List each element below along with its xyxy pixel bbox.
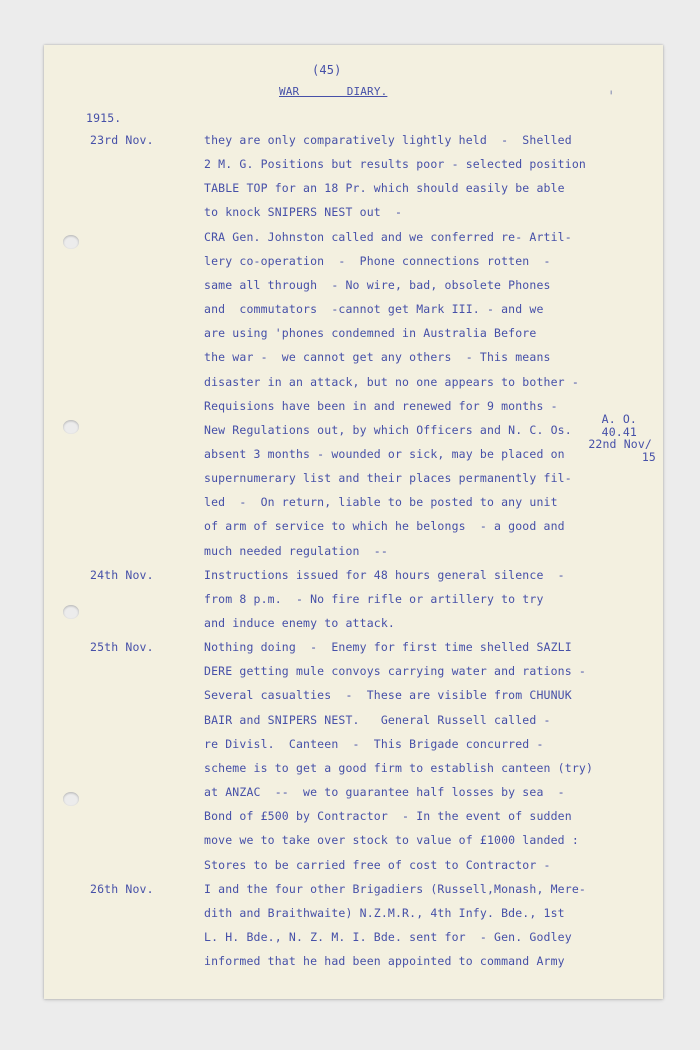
entry-text-line: much needed regulation -- — [204, 543, 388, 558]
entry-date: 26th Nov. — [90, 881, 154, 896]
entry-text-line: dith and Braithwaite) N.Z.M.R., 4th Infy. Bde., 1st — [204, 905, 565, 920]
punch-hole — [63, 420, 79, 434]
margin-note-line: 40.41 — [601, 425, 637, 439]
entry-text-line: of arm of service to which he belongs - a good and — [204, 519, 565, 534]
entry-text-line: the war - we cannot get any others - This means — [204, 350, 551, 365]
punch-hole — [63, 605, 79, 619]
entry-text-line: DERE getting mule convoys carrying water and rations - — [204, 664, 586, 679]
entry-text-line: L. H. Bde., N. Z. M. I. Bde. sent for - Gen. Godley — [204, 929, 572, 944]
entry-text-line: re Divisl. Canteen - This Brigade concurred - — [204, 736, 544, 751]
entry-text-line: Instructions issued for 48 hours general silence - — [204, 567, 565, 582]
entry-text-line: absent 3 months - wounded or sick, may be placed on — [204, 446, 565, 461]
entry-text-line: BAIR and SNIPERS NEST. General Russell called - — [204, 712, 551, 727]
entry-text-line: CRA Gen. Johnston called and we conferred re- Artil- — [204, 229, 572, 244]
entry-date: 23rd Nov. — [90, 133, 154, 147]
entry-text-line: supernumerary list and their places permanently fil- — [204, 471, 572, 486]
diary-page — [44, 45, 663, 999]
entry-date: 25th Nov. — [90, 640, 154, 655]
entry-text-line: Nothing doing - Enemy for first time shelled SAZLI — [204, 640, 572, 655]
entry-text-line: TABLE TOP for an 18 Pr. which should easily be able — [204, 181, 565, 196]
entry-text-line: to knock SNIPERS NEST out - — [204, 205, 403, 220]
entry-text-line: at ANZAC -- we to guarantee half losses by sea - — [204, 785, 565, 800]
margin-note-line: 22nd Nov/ — [588, 437, 652, 451]
entry-text-line: disaster in an attack, but no one appears to bother - — [204, 374, 579, 389]
entry-text-line: Bond of £500 by Contractor - In the event of sudden — [204, 809, 572, 824]
page-number: (45) — [312, 63, 342, 77]
punch-hole — [63, 792, 79, 806]
entry-text-line: same all through - No wire, bad, obsolete Phones — [204, 277, 551, 292]
entry-text-line: move we to take over stock to value of £1000 landed : — [204, 833, 579, 848]
entry-text-line: Several casualties - These are visible from CHUNUK — [204, 688, 572, 703]
entry-date: 24th Nov. — [90, 567, 154, 582]
entry-text-line: informed that he had been appointed to command Army — [204, 954, 565, 969]
pencil-tick-mark: ' — [607, 89, 616, 105]
entry-text-line: and commutators -cannot get Mark III. - and we — [204, 302, 544, 317]
entry-text-line: from 8 p.m. - No fire rifle or artillery to try — [204, 591, 544, 606]
entry-text-line: are using 'phones condemned in Australia Before — [204, 326, 537, 341]
entry-text-line: Stores to be carried free of cost to Contractor - — [204, 857, 551, 872]
entry-text-line: and induce enemy to attack. — [204, 616, 395, 630]
margin-note-line: 15 — [641, 450, 656, 464]
entry-text-line: lery co-operation - Phone connections rotten - — [204, 253, 551, 268]
entry-text-line: New Regulations out, by which Officers and N. C. Os. — [204, 422, 572, 437]
entry-text-line: Requisions have been in and renewed for 9 months - — [204, 398, 558, 413]
punch-hole — [63, 235, 79, 249]
page-heading: WAR DIARY. — [279, 85, 388, 98]
margin-note-line: A. O. — [601, 412, 637, 426]
entry-text-line: I and the four other Brigadiers (Russell,Monash, Mere- — [204, 881, 586, 896]
entry-text-line: they are only comparatively lightly held - Shelled — [204, 133, 572, 147]
entry-text-line: 2 M. G. Positions but results poor - selected position — [204, 157, 586, 172]
entry-text-line: scheme is to get a good firm to establish canteen (try) — [204, 760, 594, 775]
diary-year: 1915. — [86, 111, 122, 125]
entry-text-line: led - On return, liable to be posted to any unit — [204, 495, 558, 510]
